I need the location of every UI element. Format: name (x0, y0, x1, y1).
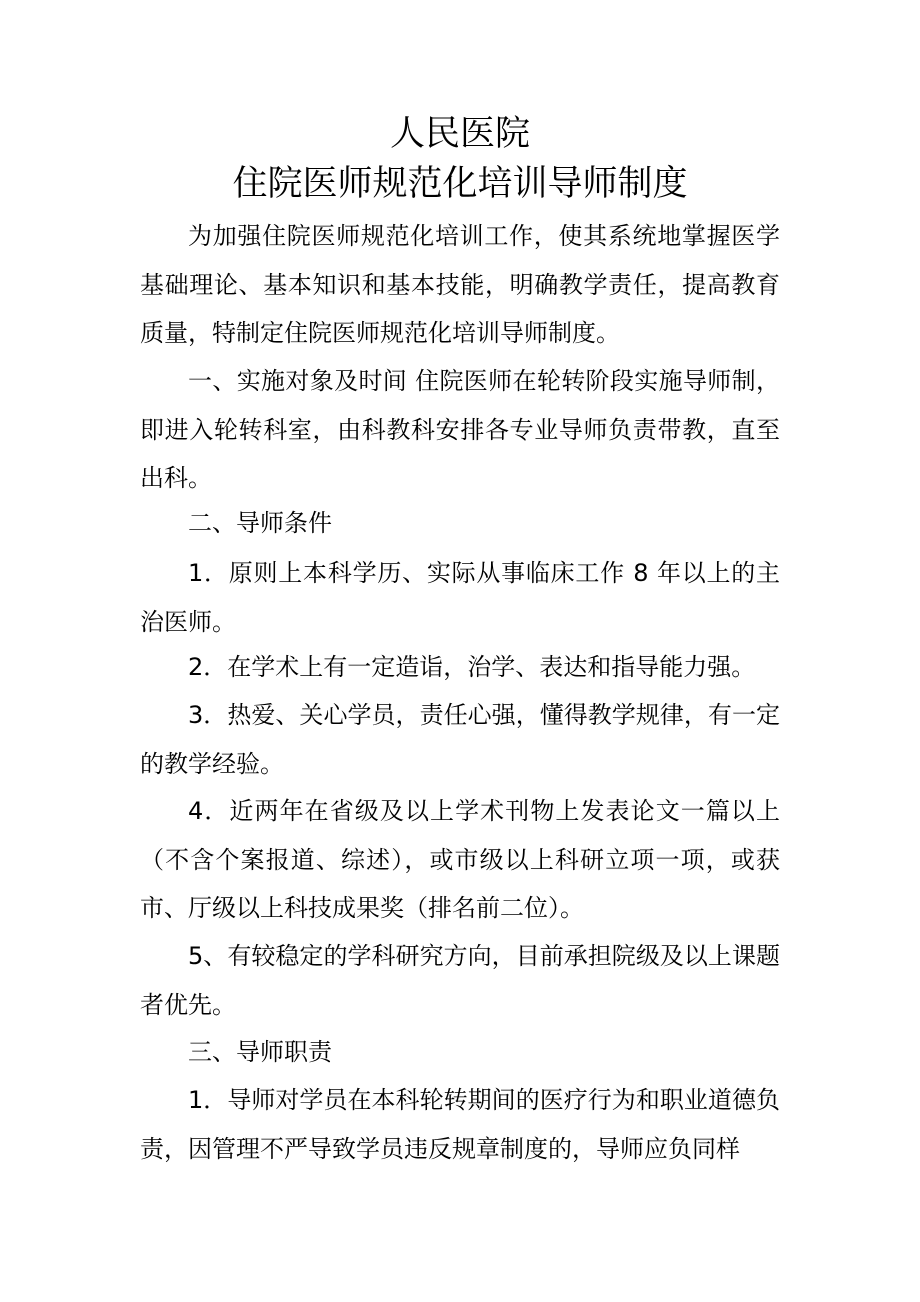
paragraph-section-3-heading: 三、导师职责 (188, 1038, 332, 1066)
paragraph-condition-1: 1．原则上本科学历、实际从事临床工作 8 年以上的主治医师。 (140, 559, 780, 636)
document-title-hospital: 人民医院 (389, 114, 530, 154)
paragraph-intro: 为加强住院医师规范化培训工作，使其系统地掌握医学基础理论、基本知识和基本技能，明确教学责任，提高教育质量，特制定住院医师规范化培训导师制度。 (140, 222, 780, 347)
paragraph-section-1: 一、实施对象及时间 住院医师在轮转阶段实施导师制，即进入轮转科室，由科教科安排各专业导师负责带教，直至出科。 (140, 367, 780, 492)
paragraph-duty-1: 1．导师对学员在本科轮转期间的医疗行为和职业道德负责，因管理不严导致学员违反规章制度的，导师应负同样 (140, 1086, 780, 1163)
paragraph-condition-3: 3．热爱、关心学员，责任心强，懂得教学规律，有一定的教学经验。 (140, 701, 780, 778)
paragraph-condition-4: 4．近两年在省级及以上学术刊物上发表论文一篇以上（不含个案报道、综述），或市级以上科研立项一项，或获市、厅级以上科技成果奖（排名前二位）。 (140, 797, 780, 922)
paragraph-condition-2: 2．在学术上有一定造诣，治学、表达和指导能力强。 (188, 653, 756, 681)
paragraph-section-2-heading: 二、导师条件 (188, 509, 332, 537)
document-title-policy: 住院医师规范化培训导师制度 (232, 164, 688, 204)
paragraph-condition-5: 5、有较稳定的学科研究方向，目前承担院级及以上课题者优先。 (140, 942, 780, 1019)
